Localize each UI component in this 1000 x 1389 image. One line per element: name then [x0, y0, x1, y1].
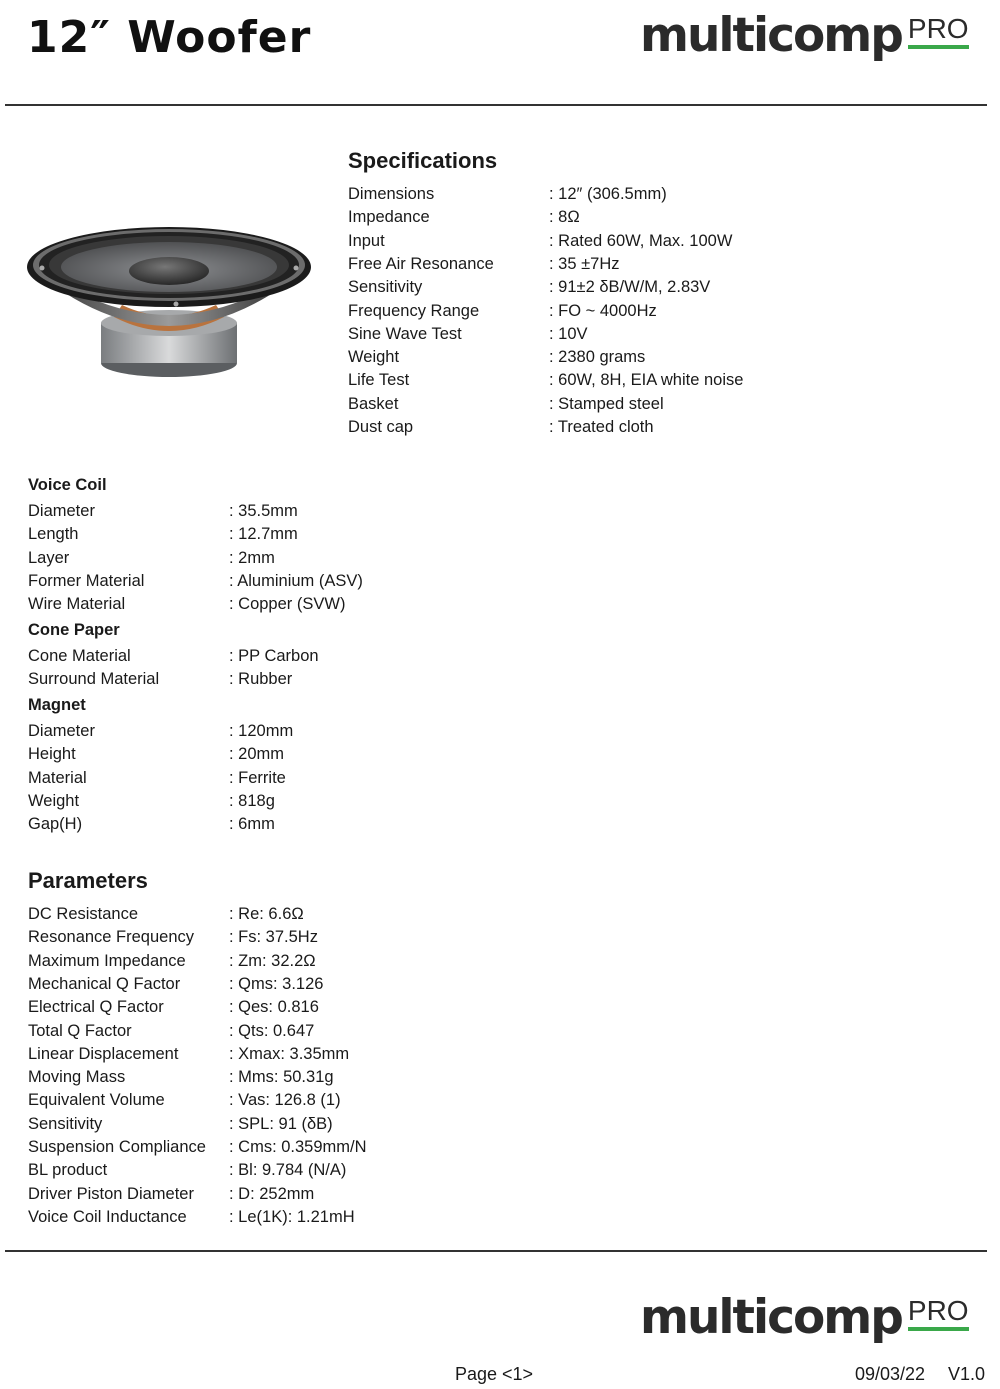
- magnet-label: Height: [28, 745, 76, 764]
- footer-logo-pro: PRO: [908, 1297, 969, 1331]
- parameter-label: Driver Piston Diameter: [28, 1184, 194, 1203]
- parameter-label: DC Resistance: [28, 905, 139, 923]
- parameter-value: : Le(1K): 1.21mH: [229, 1207, 355, 1226]
- parameter-value: : Cms: 0.359mm/N: [229, 1138, 367, 1156]
- parameter-label: Voice Coil Inductance: [28, 1207, 187, 1226]
- specifications-title: Specifications: [348, 148, 498, 173]
- cone-paper-row: [28, 645, 628, 668]
- spec-row: [348, 416, 948, 439]
- parameter-value: : Xmax: 3.35mm: [229, 1044, 350, 1063]
- parameter-value: : Re: 6.6Ω: [229, 905, 304, 923]
- magnet-label: Diameter: [28, 722, 95, 740]
- parameter-value: : Vas: 126.8 (1): [229, 1091, 341, 1110]
- magnet-row: [28, 813, 628, 836]
- parameter-label: Total Q Factor: [28, 1021, 132, 1040]
- spec-label: Sensitivity: [348, 278, 423, 297]
- parameter-value: : Qts: 0.647: [229, 1021, 315, 1040]
- spec-value: : 12″ (306.5mm): [549, 185, 667, 203]
- parameter-value: : Qms: 3.126: [229, 974, 324, 993]
- parameter-row: [28, 926, 628, 949]
- parameter-label: Maximum Impedance: [28, 951, 186, 970]
- parameter-row: [28, 1020, 628, 1043]
- magnet-value: : 120mm: [229, 722, 294, 740]
- magnet-title: Magnet: [28, 696, 86, 714]
- parameter-value: : Mms: 50.31g: [229, 1068, 334, 1087]
- voice-coil-label: Former Material: [28, 571, 145, 590]
- magnet-row: [28, 790, 628, 813]
- parameter-label: Electrical Q Factor: [28, 998, 164, 1017]
- parameter-row: [28, 1043, 628, 1066]
- spec-row: [348, 276, 948, 299]
- spec-row: [348, 369, 948, 392]
- footer-divider: [5, 1250, 987, 1252]
- parameter-row: [28, 903, 628, 926]
- parameter-row: [28, 1136, 628, 1159]
- cone-paper-row: [28, 668, 628, 691]
- spec-value: : FO ~ 4000Hz: [549, 301, 657, 320]
- parameter-row: [28, 1113, 628, 1136]
- parameter-label: Moving Mass: [28, 1068, 126, 1087]
- spec-value: : Rated 60W, Max. 100W: [549, 231, 733, 250]
- spec-label: Impedance: [348, 208, 430, 227]
- voice-coil-value: : Aluminium (ASV): [229, 571, 363, 590]
- parameter-label: Linear Displacement: [28, 1044, 179, 1063]
- cone-paper-value: : PP Carbon: [229, 647, 319, 665]
- spec-value: : 10V: [549, 324, 588, 343]
- magnet-value: : Ferrite: [229, 768, 286, 787]
- parameter-value: : Fs: 37.5Hz: [229, 928, 318, 947]
- cone-paper-title: Cone Paper: [28, 621, 120, 639]
- brand-logo: [640, 8, 969, 63]
- magnet-row: [28, 767, 628, 790]
- spec-label: Dimensions: [348, 185, 435, 203]
- logo-wordmark: multicomp: [640, 8, 902, 63]
- spec-label: Basket: [348, 394, 399, 413]
- parameter-value: : Zm: 32.2Ω: [229, 951, 316, 970]
- spec-label: Weight: [348, 348, 400, 367]
- magnet-value: : 6mm: [229, 815, 275, 834]
- cone-paper-value: : Rubber: [229, 670, 293, 689]
- voice-coil-label: Wire Material: [28, 595, 126, 614]
- parameter-label: Mechanical Q Factor: [28, 974, 181, 993]
- spec-row: [348, 346, 948, 369]
- document-version: V1.0: [948, 1364, 986, 1384]
- magnet-row: [28, 720, 628, 743]
- voice-coil-label: Diameter: [28, 502, 95, 520]
- cone-paper-label: Cone Material: [28, 647, 131, 665]
- parameter-value: : Qes: 0.816: [229, 998, 319, 1017]
- spec-value: : Treated cloth: [549, 418, 654, 436]
- parameter-label: BL product: [28, 1161, 108, 1180]
- voice-coil-label: Length: [28, 525, 79, 544]
- spec-label: Free Air Resonance: [348, 254, 494, 273]
- footer-logo-wordmark: multicomp: [640, 1290, 902, 1345]
- logo-pro: PRO: [908, 15, 969, 49]
- spec-label: Input: [348, 231, 385, 250]
- magnet-row: [28, 743, 628, 766]
- magnet-label: Gap(H): [28, 815, 83, 834]
- header-divider: [5, 104, 987, 106]
- parameter-row: [28, 1159, 628, 1182]
- voice-coil-row: [28, 547, 628, 570]
- spec-label: Dust cap: [348, 418, 414, 436]
- voice-coil-row: [28, 570, 628, 593]
- voice-coil-title: Voice Coil: [28, 476, 107, 494]
- parameter-row: [28, 1066, 628, 1089]
- spec-value: : Stamped steel: [549, 394, 664, 413]
- magnet-label: Weight: [28, 791, 80, 810]
- parameter-value: : D: 252mm: [229, 1184, 315, 1203]
- magnet-value: : 20mm: [229, 745, 285, 764]
- magnet-value: : 818g: [229, 791, 275, 810]
- spec-value: : 8Ω: [549, 208, 580, 227]
- voice-coil-value: : 2mm: [229, 548, 275, 567]
- spec-row: [348, 206, 948, 229]
- magnet-label: Material: [28, 768, 87, 787]
- page-title: 12″ Woofer: [27, 12, 312, 63]
- spec-row: [348, 300, 948, 323]
- spec-row: [348, 393, 948, 416]
- parameter-value: : Bl: 9.784 (N/A): [229, 1161, 347, 1180]
- spec-value: : 2380 grams: [549, 348, 646, 367]
- voice-coil-row: [28, 593, 628, 616]
- spec-row: [348, 230, 948, 253]
- spec-row: [348, 183, 948, 206]
- spec-label: Life Test: [348, 371, 410, 390]
- parameter-row: [28, 1206, 628, 1229]
- parameters-title: Parameters: [28, 868, 148, 893]
- parameter-label: Sensitivity: [28, 1114, 103, 1133]
- parameter-row: [28, 973, 628, 996]
- voice-coil-label: Layer: [28, 548, 70, 567]
- spec-label: Frequency Range: [348, 301, 480, 320]
- parameter-row: [28, 950, 628, 973]
- document-date: 09/03/22: [855, 1364, 926, 1384]
- voice-coil-row: [28, 500, 628, 523]
- spec-value: : 91±2 δB/W/M, 2.83V: [549, 278, 711, 297]
- parameter-value: : SPL: 91 (δB): [229, 1114, 333, 1133]
- spec-value: : 60W, 8H, EIA white noise: [549, 371, 744, 390]
- parameter-row: [28, 996, 628, 1019]
- voice-coil-value: : 12.7mm: [229, 525, 298, 544]
- footer-brand-logo: [640, 1290, 969, 1345]
- parameter-label: Resonance Frequency: [28, 928, 195, 947]
- spec-row: [348, 253, 948, 276]
- parameter-label: Suspension Compliance: [28, 1138, 206, 1156]
- voice-coil-value: : 35.5mm: [229, 502, 298, 520]
- parameter-label: Equivalent Volume: [28, 1091, 165, 1110]
- voice-coil-value: : Copper (SVW): [229, 595, 346, 614]
- parameter-row: [28, 1089, 628, 1112]
- spec-row: [348, 323, 948, 346]
- parameter-row: [28, 1183, 628, 1206]
- page-number: Page <1>: [455, 1364, 534, 1384]
- cone-paper-label: Surround Material: [28, 670, 160, 689]
- voice-coil-row: [28, 523, 628, 546]
- woofer-speaker-photo: [26, 205, 312, 385]
- spec-value: : 35 ±7Hz: [549, 254, 620, 273]
- spec-label: Sine Wave Test: [348, 324, 462, 343]
